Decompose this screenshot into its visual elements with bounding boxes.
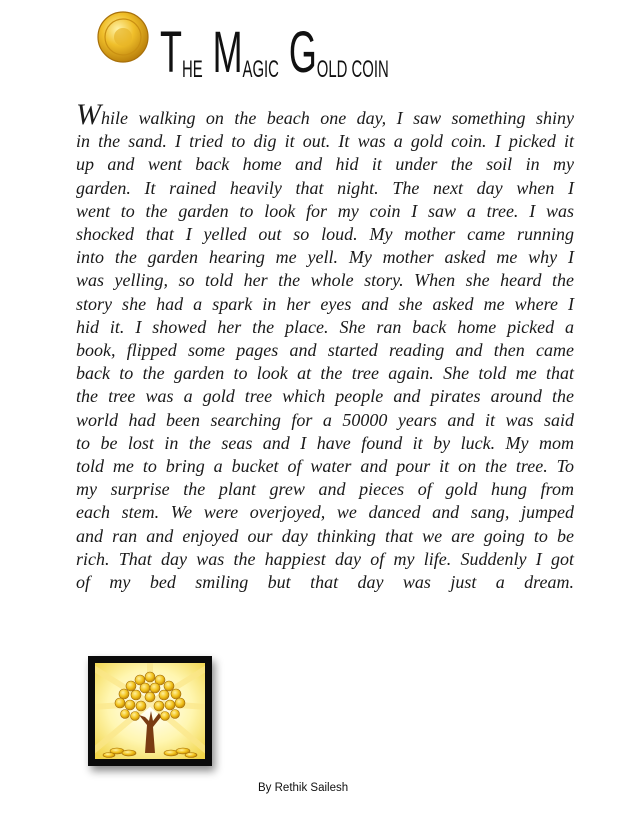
drop-cap: W — [76, 98, 101, 131]
gold-money-tree-icon — [95, 663, 205, 759]
story-line: While walking on the beach one day, I saw something shiny — [76, 98, 574, 131]
story-line: went to the garden to look for my coin I saw a tree. I was — [76, 200, 574, 221]
author-byline: By Rethik Sailesh — [258, 782, 349, 794]
page-title: T HE M AGIC G OLD COIN — [160, 20, 389, 85]
story-line: story she had a spark in her eyes and she asked me where I — [76, 293, 574, 314]
story-line: told me to bring a bucket of water and pour it on the tree. To — [76, 456, 574, 477]
story-line: the tree was a gold tree which people and pirates around the — [76, 386, 574, 407]
story-line: garden. It rained heavily that night. The next day when I — [76, 177, 574, 198]
story-line: into the garden hearing me yell. My mother asked me why I — [76, 247, 574, 268]
story-line: was yelling, so told her the whole story. When she heard the — [76, 270, 574, 291]
illustration-frame — [88, 656, 212, 766]
story-line: of my bed smiling but that day was just a dream. — [76, 572, 574, 593]
story-line: to be lost in the seas and I have found it by luck. My mom — [76, 432, 574, 453]
gold-coin-icon — [96, 10, 150, 64]
story-line: each stem. We were overjoyed, we danced and sang, jumped — [76, 502, 574, 523]
story-line: my surprise the plant grew and pieces of gold hung from — [76, 479, 574, 500]
story-line: and ran and enjoyed our day thinking that we are going to be — [76, 525, 574, 546]
story-line: back to the garden to look at the tree again. She told me that — [76, 363, 574, 384]
story-line: world had been searching for a 50000 years and it was said — [76, 409, 574, 430]
story-line: hid it. I showed her the place. She ran back home picked a — [76, 316, 574, 337]
story-line: up and went back home and hid it under the soil in my — [76, 154, 574, 175]
story-paragraph — [76, 98, 574, 594]
story-line: rich. That day was the happiest day of my life. Suddenly I got — [76, 548, 574, 569]
story-line: shocked that I yelled out so loud. My mother came running — [76, 224, 574, 245]
story-line: book, flipped some pages and started reading and then came — [76, 340, 574, 361]
story-line: in the sand. I tried to dig it out. It was a gold coin. I picked it — [76, 131, 574, 152]
